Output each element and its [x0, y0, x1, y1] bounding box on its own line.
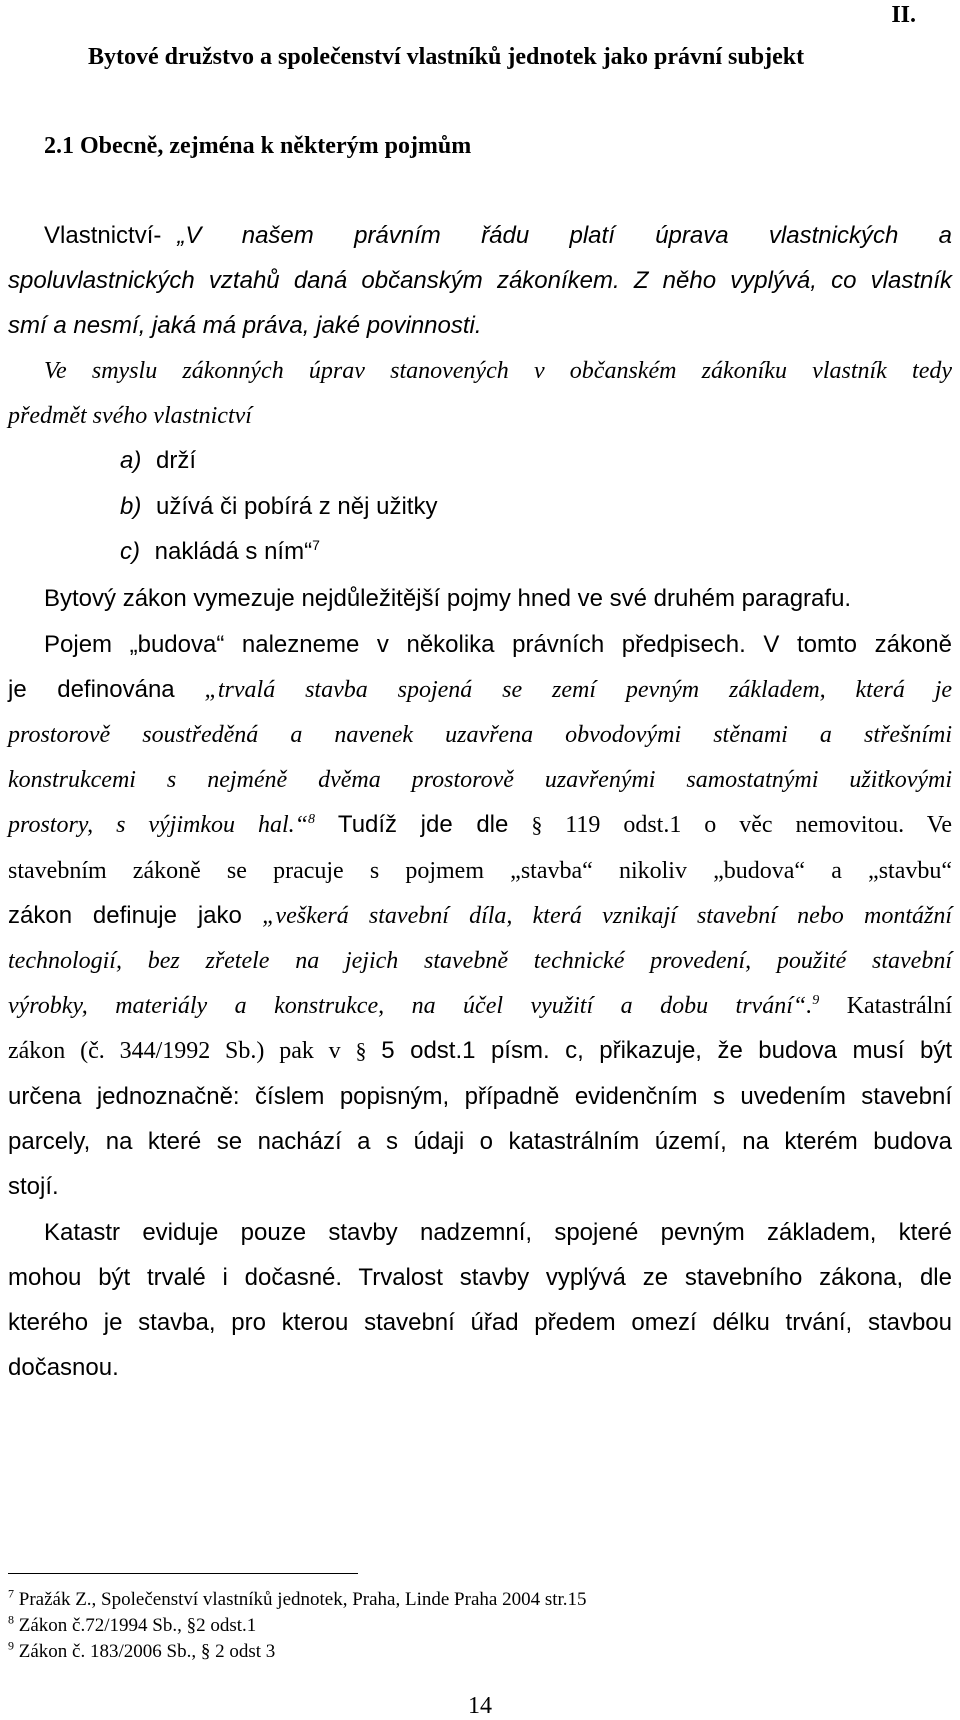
para1-text: 5 odst.1 písm. c, přikazuje, že budova musí být [381, 1037, 952, 1064]
intro-ownership-label: Vlastnictví- [44, 222, 162, 249]
para1-text: V tomto zákoně [763, 631, 953, 658]
para2-line-3: kterého je stavba, pro kterou stavební úřad předem omezí délku trvání, stavbou [8, 1309, 952, 1336]
footnote-text: Zákon č. 183/2006 Sb., § 2 odst 3 [18, 1641, 276, 1662]
page-number: 14 [468, 1693, 492, 1719]
chapter-title: Bytové družstvo a společenství vlastníků jednotek jako právní subjekt [88, 44, 805, 70]
footnote-text: Zákon č.72/1994 Sb., §2 odst.1 [18, 1615, 257, 1636]
section-heading: 2.1 Obecně, zejména k některým pojmům [44, 133, 472, 159]
para1-text: je definována [8, 676, 175, 703]
para1-line-12: určena jednoznačně: číslem popisným, případně evidenčním s uvedením stavební [8, 1083, 952, 1110]
para1-line-2 [44, 630, 952, 660]
para1-text: zákon (č. 344/1992 Sb.) pak v [8, 1038, 341, 1064]
list-text: nakládá s ním“ [154, 538, 313, 565]
para1-line-14: stojí. [8, 1173, 59, 1200]
footnote-ref: 7 [312, 537, 320, 553]
para1-line-5: konstrukcemi s nejméně dvěma prostorově uzavřenými samostatnými užitkovými [8, 767, 952, 793]
footnote-ref: 8 [307, 812, 315, 827]
footnote-number: 8 [8, 1612, 14, 1627]
para1-text: Tudíž jde dle [337, 811, 509, 838]
para1-line-8 [8, 901, 952, 931]
list-item-b [120, 492, 952, 522]
intro-line-1 [44, 221, 952, 251]
footnote-9 [8, 1640, 275, 1664]
para1-line-11 [8, 1036, 952, 1066]
para2-line-2: mohou být trvalé i dočasné. Trvalost stavby vyplývá ze stavebního zákona, dle [8, 1264, 952, 1291]
footnote-separator [8, 1573, 358, 1574]
footnote-number: 9 [8, 1638, 14, 1653]
list-text: drží [156, 447, 197, 474]
para1-text: 119 odst.1 o věc nemovitou. [565, 812, 905, 838]
para1-text: zákon definuje jako [8, 902, 242, 929]
intro-line-2: spoluvlastnických vztahů daná občanským zákoníkem. Z něho vyplývá, co vlastník [8, 267, 952, 294]
intro-quote-start: „V našem právním řádu platí úprava vlastnických a [177, 222, 952, 249]
intro-line-4: Ve smyslu zákonných úprav stanovených v občanském zákoníku vlastník tedy [44, 358, 952, 384]
para1-quote: „veškerá stavební díla, která vznikají stavební nebo montážní [262, 903, 952, 929]
para1-text: Ve [926, 812, 953, 838]
para1-quote: prostory, s výjimkou hal.“ [8, 812, 308, 838]
para1-quote: „trvalá stavba spojená se zemí pevným základem, která je [204, 677, 953, 703]
para1-line-1: Bytový zákon vymezuje nejdůležitější pojmy hned ve své druhém paragrafu. [44, 585, 852, 612]
footnote-7 [8, 1588, 587, 1612]
list-marker: a) [120, 447, 142, 474]
para2-line-4: dočasnou. [8, 1354, 119, 1381]
para2-line-1: Katastr eviduje pouze stavby nadzemní, spojené pevným základem, které [44, 1219, 952, 1246]
para1-line-9: technologií, bez zřetele na jejich stavebně technické provedení, použité stavební [8, 948, 952, 974]
para1-text: Pojem „budova“ nalezneme v několika právních předpisech. [44, 631, 746, 658]
section-symbol: § [355, 1038, 367, 1063]
list-item-a [120, 446, 952, 476]
para1-line-3 [8, 675, 952, 705]
footnote-8 [8, 1614, 256, 1638]
para1-line-6 [8, 810, 952, 840]
list-marker: b) [120, 493, 142, 520]
para1-line-4: prostorově soustředěná a navenek uzavřena obvodovými stěnami a střešními [8, 722, 952, 748]
footnote-number: 7 [8, 1586, 14, 1601]
para1-text: Katastrální [846, 993, 953, 1019]
intro-line-3: smí a nesmí, jaká má práva, jaké povinnosti. [8, 312, 482, 339]
list-text: užívá či pobírá z něj užitky [156, 493, 438, 520]
list-item-c [120, 537, 952, 567]
list-marker: c) [120, 538, 140, 565]
footnote-text: Pražák Z., Společenství vlastníků jednotek, Praha, Linde Praha 2004 str.15 [18, 1589, 587, 1610]
para1-line-10 [8, 991, 952, 1021]
para1-quote: výrobky, materiály a konstrukce, na účel využití a dobu trvání“. [8, 993, 813, 1019]
footnote-ref: 9 [812, 993, 820, 1008]
chapter-number: II. [891, 2, 916, 28]
section-symbol: § [531, 812, 543, 837]
para1-line-7: stavebním zákoně se pracuje s pojmem „stavba“ nikoliv „budova“ a „stavbu“ [8, 858, 952, 884]
para1-line-13: parcely, na které se nachází a s údaji o katastrálním území, na kterém budova [8, 1128, 952, 1155]
intro-line-5: předmět svého vlastnictví [8, 403, 252, 429]
